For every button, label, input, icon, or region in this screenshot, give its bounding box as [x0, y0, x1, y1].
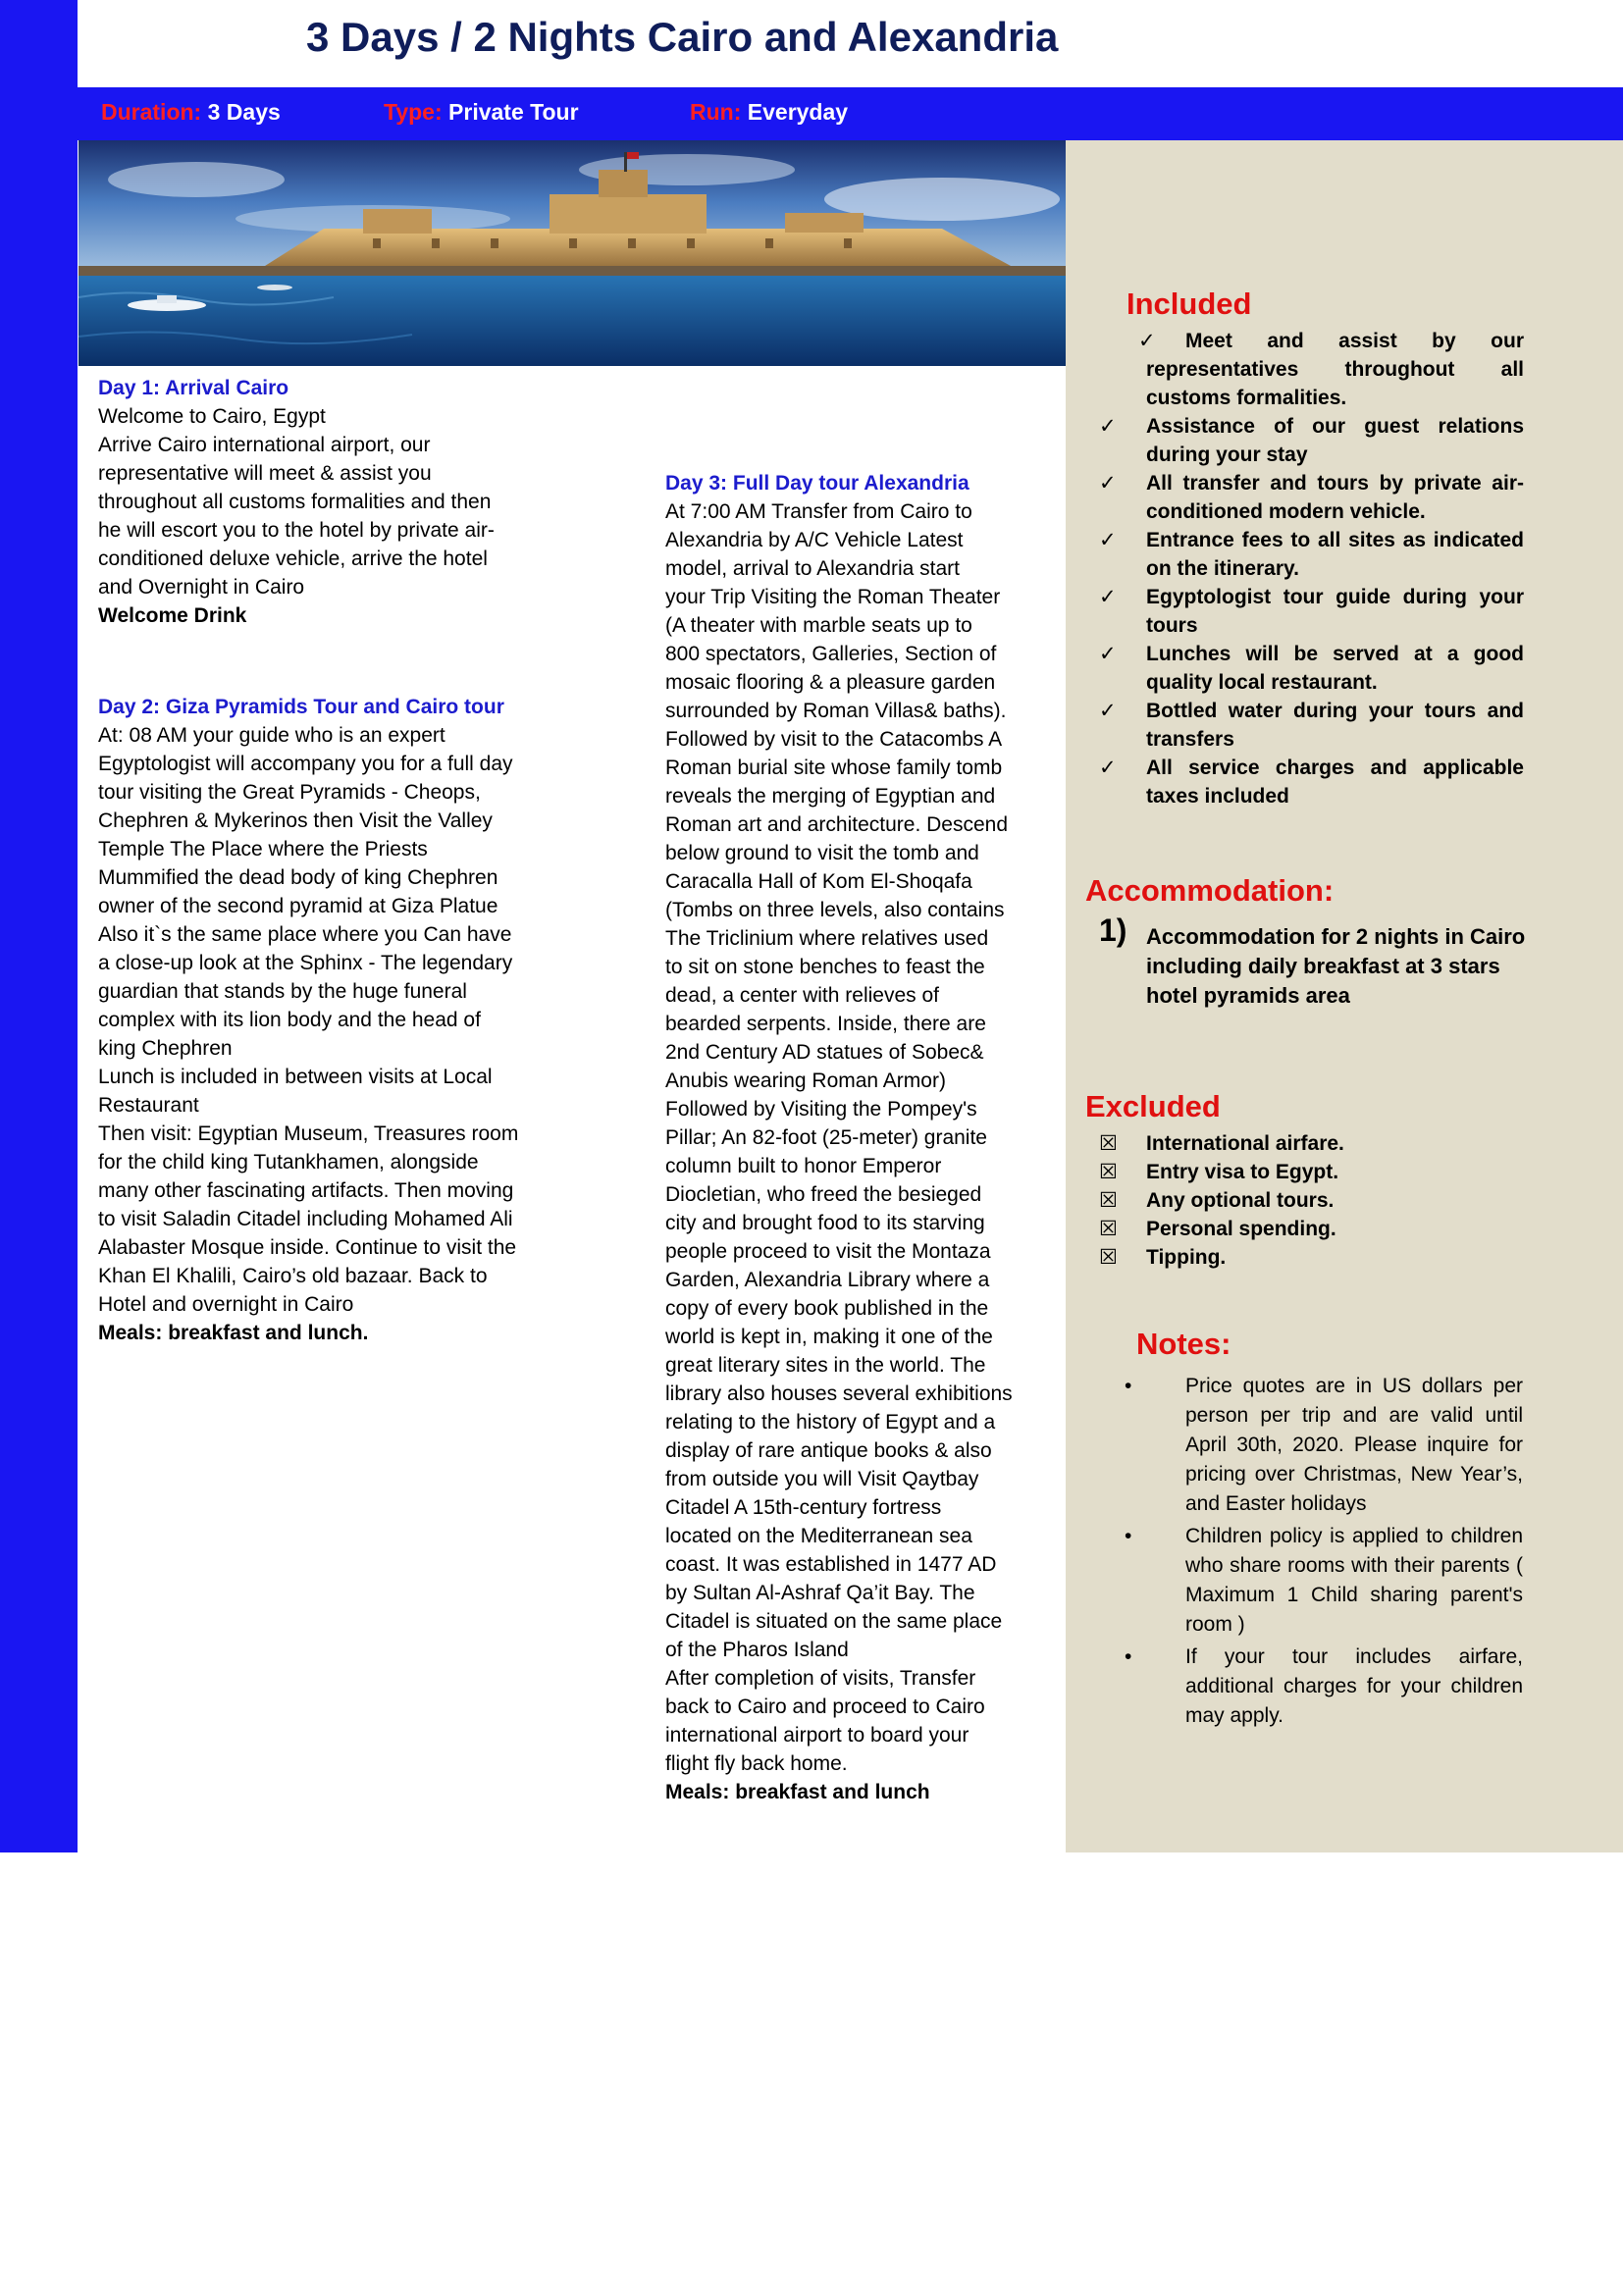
included-item-text: Bottled water during your tours and transfers	[1146, 700, 1524, 751]
excluded-item-text: Personal spending.	[1146, 1218, 1336, 1240]
cross-box-icon: ☒	[1099, 1246, 1118, 1269]
note-text: If your tour includes airfare, additional charges for your children may apply.	[1185, 1645, 1523, 1727]
day3-section	[665, 469, 1058, 1806]
day2-line: for the child king Tutankhamen, alongside	[98, 1151, 479, 1174]
day3-line: Anubis wearing Roman Armor)	[665, 1069, 946, 1092]
day3-line: people proceed to visit the Montaza	[665, 1240, 991, 1263]
check-icon: ✓	[1099, 529, 1117, 551]
day3-line: Followed by Visiting the Pompey's	[665, 1098, 977, 1121]
day3-line: great literary sites in the world. The	[665, 1354, 986, 1377]
day3-line: Roman burial site whose family tomb	[665, 756, 1003, 779]
included-item-text: All transfer and tours by private air-conditioned modern vehicle.	[1146, 472, 1524, 523]
day3-line: coast. It was established in 1477 AD	[665, 1553, 997, 1576]
day3-line: city and brought food to its starving	[665, 1212, 985, 1234]
check-icon: ✓	[1099, 586, 1117, 608]
day3-line: of the Pharos Island	[665, 1639, 849, 1661]
check-icon: ✓	[1138, 330, 1156, 352]
day3-line: Citadel A 15th-century fortress	[665, 1496, 942, 1519]
run-info	[690, 99, 848, 126]
day3-line: located on the Mediterranean sea	[665, 1525, 972, 1547]
day3-line: from outside you will Visit Qaytbay	[665, 1468, 979, 1490]
duration-info	[101, 99, 281, 126]
day2-line: Restaurant	[98, 1094, 199, 1117]
day2-line: At: 08 AM your guide who is an expert	[98, 724, 445, 747]
note-text: Price quotes are in US dollars per person per trip and are valid until April 30th, 2020. Please inquire for pricing over Christmas, New Year’s, and Easter holidays	[1185, 1375, 1523, 1515]
day3-line: dead, a center with relieves of	[665, 984, 939, 1007]
day2-line: Then visit: Egyptian Museum, Treasures room	[98, 1122, 519, 1145]
run-label: Run:	[690, 99, 742, 125]
included-item-text: All service charges and applicable taxes included	[1146, 756, 1524, 808]
included-item-text: Lunches will be served at a good quality local restaurant.	[1146, 643, 1524, 694]
day3-line: mosaic flooring & a pleasure garden	[665, 671, 996, 694]
accommodation-number: 1)	[1099, 913, 1127, 948]
day2-line: Hotel and overnight in Cairo	[98, 1293, 354, 1316]
included-item-text: Entrance fees to all sites as indicated on the itinerary.	[1146, 529, 1524, 580]
day3-line: 800 spectators, Galleries, Section of	[665, 643, 997, 665]
day3-line: Caracalla Hall of Kom El-Shoqafa	[665, 870, 972, 893]
included-item-text: Meet and assist by our representatives throughout all customs formalities.	[1146, 330, 1524, 409]
notes-heading: Notes:	[1136, 1327, 1231, 1361]
day1-line: and Overnight in Cairo	[98, 576, 305, 599]
duration-value: 3 Days	[207, 99, 281, 125]
day3-line: Roman art and architecture. Descend	[665, 813, 1009, 836]
excluded-heading: Excluded	[1085, 1089, 1221, 1123]
cross-box-icon: ☒	[1099, 1132, 1118, 1155]
run-value: Everyday	[747, 99, 849, 125]
tour-info-bar	[78, 87, 1623, 140]
included-item	[1099, 526, 1524, 583]
accommodation-text: Accommodation for 2 nights in Cairo including daily breakfast at 3 stars hotel pyramids area	[1146, 924, 1526, 1008]
check-icon: ✓	[1099, 643, 1117, 665]
day1-line: he will escort you to the hotel by private air-	[98, 519, 495, 542]
day1-line: representative will meet & assist you	[98, 462, 432, 485]
day2-line: many other fascinating artifacts. Then moving	[98, 1179, 514, 1202]
day2-line: complex with its lion body and the head of	[98, 1009, 481, 1031]
day1-line: throughout all customs formalities and then	[98, 491, 492, 513]
excluded-item	[1099, 1215, 1524, 1243]
note-item	[1125, 1372, 1523, 1519]
day3-line: After completion of visits, Transfer	[665, 1667, 976, 1690]
excluded-item-text: International airfare.	[1146, 1132, 1344, 1155]
excluded-item-text: Any optional tours.	[1146, 1189, 1335, 1212]
note-item	[1125, 1522, 1523, 1640]
day2-line: owner of the second pyramid at Giza Platue	[98, 895, 498, 917]
day3-line: back to Cairo and proceed to Cairo	[665, 1695, 985, 1718]
day2-meals: Meals: breakfast and lunch.	[98, 1322, 369, 1344]
note-item	[1125, 1643, 1523, 1731]
day3-line: The Triclinium where relatives used	[665, 927, 989, 950]
day2-line: Lunch is included in between visits at Local	[98, 1066, 493, 1088]
day2-line: tour visiting the Great Pyramids - Cheops,	[98, 781, 481, 804]
day3-line: model, arrival to Alexandria start	[665, 557, 960, 580]
included-item	[1099, 327, 1524, 412]
day2-line: Chephren & Mykerinos then Visit the Valley	[98, 809, 493, 832]
day3-line: reveals the merging of Egyptian and	[665, 785, 996, 808]
excluded-item-text: Tipping.	[1146, 1246, 1227, 1269]
day3-line: column built to honor Emperor	[665, 1155, 942, 1177]
included-item	[1099, 583, 1524, 640]
cross-box-icon: ☒	[1099, 1218, 1118, 1240]
accommodation-heading: Accommodation:	[1085, 873, 1335, 908]
day3-title: Day 3: Full Day tour Alexandria	[665, 472, 969, 495]
check-icon: ✓	[1099, 472, 1117, 495]
day2-line: Mummified the dead body of king Chephren	[98, 866, 498, 889]
day3-line: Followed by visit to the Catacombs A	[665, 728, 1003, 751]
day3-line: bearded serpents. Inside, there are	[665, 1013, 986, 1035]
day3-line: international airport to board your	[665, 1724, 969, 1747]
day2-line: Egyptologist will accompany you for a full day	[98, 753, 513, 775]
day3-line: world is kept in, making it one of the	[665, 1326, 993, 1348]
day2-line: guardian that stands by the huge funeral	[98, 980, 467, 1003]
bullet-icon: •	[1125, 1645, 1132, 1668]
day2-title: Day 2: Giza Pyramids Tour and Cairo tour	[98, 696, 504, 718]
included-item	[1099, 412, 1524, 469]
day3-line: copy of every book published in the	[665, 1297, 989, 1320]
day1-line: Welcome to Cairo, Egypt	[98, 405, 326, 428]
cross-box-icon: ☒	[1099, 1161, 1118, 1183]
day3-line: flight fly back home.	[665, 1752, 848, 1775]
day3-line: (Tombs on three levels, also contains	[665, 899, 1005, 921]
day3-line: Pillar; An 82-foot (25-meter) granite	[665, 1126, 987, 1149]
type-label: Type:	[384, 99, 443, 125]
day1-line: Arrive Cairo international airport, our	[98, 434, 431, 456]
type-value: Private Tour	[448, 99, 579, 125]
included-item-text: Egyptologist tour guide during your tours	[1146, 586, 1524, 637]
day3-line: Diocletian, who freed the besieged	[665, 1183, 982, 1206]
day3-line: below ground to visit the tomb and	[665, 842, 979, 864]
excluded-item	[1099, 1243, 1524, 1272]
duration-label: Duration:	[101, 99, 202, 125]
included-item	[1099, 469, 1524, 526]
check-icon: ✓	[1099, 756, 1117, 779]
included-item	[1099, 697, 1524, 754]
note-text: Children policy is applied to children who share rooms with their parents ( Maximum 1 Child sharing parent's room )	[1185, 1525, 1523, 1636]
day1-title: Day 1: Arrival Cairo	[98, 377, 289, 399]
excluded-item	[1099, 1129, 1524, 1158]
citadel-photo	[79, 140, 1066, 366]
day3-line: Alexandria by A/C Vehicle Latest	[665, 529, 964, 551]
left-color-bar	[0, 0, 78, 1852]
day3-line: relating to the history of Egypt and a	[665, 1411, 996, 1434]
day2-line: a close-up look at the Sphinx - The legendary	[98, 952, 513, 974]
day1-line: conditioned deluxe vehicle, arrive the hotel	[98, 548, 488, 570]
day2-line: Temple The Place where the Priests	[98, 838, 428, 861]
day2-line: to visit Saladin Citadel including Mohamed Ali	[98, 1208, 513, 1230]
day2-line: king Chephren	[98, 1037, 233, 1060]
day3-line: surrounded by Roman Villas& baths).	[665, 700, 1007, 722]
excluded-item	[1099, 1158, 1524, 1186]
day3-line: (A theater with marble seats up to	[665, 614, 972, 637]
day3-line: Garden, Alexandria Library where a	[665, 1269, 990, 1291]
day2-section	[98, 693, 589, 1347]
excluded-item-text: Entry visa to Egypt.	[1146, 1161, 1339, 1183]
check-icon: ✓	[1099, 415, 1117, 438]
day3-line: 2nd Century AD statues of Sobec&	[665, 1041, 984, 1064]
day3-line: At 7:00 AM Transfer from Cairo to	[665, 500, 972, 523]
day2-line: Also it`s the same place where you Can have	[98, 923, 512, 946]
day2-line: Alabaster Mosque inside. Continue to visit the	[98, 1236, 517, 1259]
qaitbay-citadel-illustration	[79, 140, 1066, 366]
day3-line: library also houses several exhibitions	[665, 1382, 1013, 1405]
included-item	[1099, 640, 1524, 697]
included-heading: Included	[1126, 287, 1252, 321]
excluded-item	[1099, 1186, 1524, 1215]
bullet-icon: •	[1125, 1375, 1132, 1397]
day1-section	[98, 374, 569, 630]
day3-line: Citadel is situated on the same place	[665, 1610, 1003, 1633]
check-icon: ✓	[1099, 700, 1117, 722]
included-item-text: Assistance of our guest relations during your stay	[1146, 415, 1524, 466]
included-list	[1099, 327, 1524, 810]
day3-line: your Trip Visiting the Roman Theater	[665, 586, 1001, 608]
day3-line: display of rare antique books & also	[665, 1439, 992, 1462]
excluded-list	[1099, 1129, 1524, 1272]
day1-extra: Welcome Drink	[98, 604, 247, 627]
day3-line: to sit on stone benches to feast the	[665, 956, 985, 978]
day3-line: by Sultan Al-Ashraf Qa’it Bay. The	[665, 1582, 975, 1604]
page-title: 3 Days / 2 Nights Cairo and Alexandria	[306, 14, 1059, 60]
type-info	[384, 99, 579, 126]
notes-list	[1125, 1372, 1523, 1734]
cross-box-icon: ☒	[1099, 1189, 1118, 1212]
day3-meals: Meals: breakfast and lunch	[665, 1781, 930, 1803]
day2-line: Khan El Khalili, Cairo’s old bazaar. Back to	[98, 1265, 488, 1287]
included-item	[1099, 754, 1524, 810]
bullet-icon: •	[1125, 1525, 1132, 1547]
